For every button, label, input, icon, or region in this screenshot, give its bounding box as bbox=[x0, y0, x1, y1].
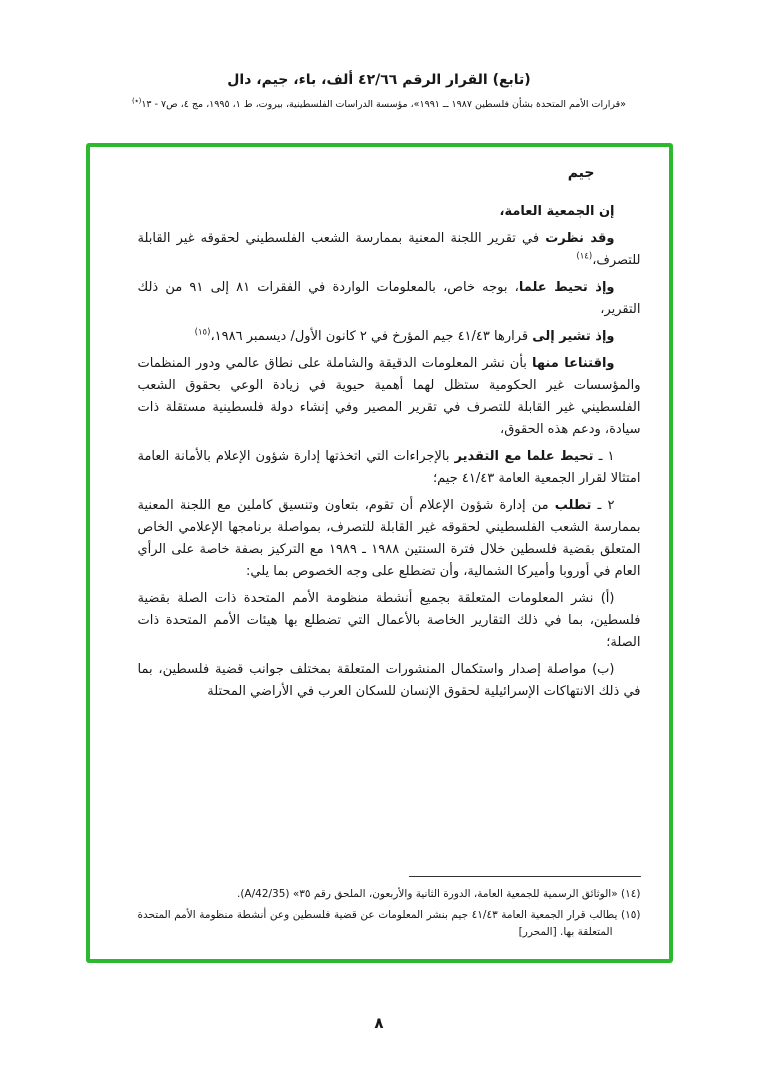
body-paragraph bbox=[138, 353, 641, 441]
paragraph-text: (أ) نشر المعلومات المتعلقة بجميع أنشطة منظومة الأمم المتحدة ذات الصلة بقضية فلسطين، بما في ذلك التقارير الخاصة بالأعمال التي تضطلع بها هيئات الأمم المتحدة ذات الصلة؛ bbox=[137, 591, 641, 651]
footnote-text: يطالب قرار الجمعية العامة ٤١/٤٣ جيم بنشر المعلومات عن قضية فلسطين وعن أنشطة منظومة الأمم المتحدة المتعلقة بها. [المحرر] bbox=[137, 909, 618, 939]
document-frame bbox=[86, 143, 673, 963]
section-heading: جيم bbox=[567, 165, 595, 182]
paragraph-text: في تقرير اللجنة المعنية بممارسة الشعب الفلسطيني لحقوقه غير القابلة للتصرف، bbox=[137, 231, 641, 269]
source-note-mark: (٭) bbox=[132, 97, 142, 105]
paragraph-text: (ب) مواصلة إصدار واستكمال المنشورات المتعلقة بمختلف جوانب قضية فلسطين، بما في ذلك الانتهاكات الإسرائيلية لحقوق الإنسان للسكان العرب في الأراضي المحتلة bbox=[137, 662, 641, 700]
footnote-divider bbox=[409, 876, 640, 877]
paragraph-lead: وإذ تشير إلى bbox=[532, 329, 615, 345]
body-paragraph bbox=[138, 326, 641, 348]
footnotes-section bbox=[138, 872, 641, 945]
footnote bbox=[138, 886, 641, 903]
body-paragraph bbox=[138, 201, 641, 223]
paragraph-text: قرارها ٤١/٤٣ جيم المؤرخ في ٢ كانون الأول/ ديسمبر ١٩٨٦، bbox=[210, 329, 533, 345]
paragraph-text: بأن نشر المعلومات الدقيقة والشاملة على نطاق عالمي ودور المنظمات والمؤسسات غير الحكومية ستظل لهما أهمية حيوية في زيادة الوعي بحقوق الشعب الفلسطيني غير القابلة للتصرف في تقرير المصير وفي إنشاء دولة فلسطينية مستقلة ذات سيادة، ودعم هذه الحقوق، bbox=[137, 356, 641, 438]
body-paragraph bbox=[138, 277, 641, 321]
body-paragraph bbox=[138, 495, 641, 583]
footnote-reference: (١٥) bbox=[194, 327, 211, 338]
source-citation-text: «قرارات الأمم المتحدة بشأن فلسطين ١٩٨٧ ــ ١٩٩١»، مؤسسة الدراسات الفلسطينية، بيروت، ط ١، ١٩٩٥، مج ٤، ص٧ - ١٣ bbox=[141, 99, 626, 111]
paragraph-number: ٢ ـ bbox=[591, 498, 615, 514]
paragraph-lead: إن الجمعية العامة، bbox=[499, 204, 615, 220]
footnote-number: (١٥) bbox=[621, 909, 641, 922]
paragraph-lead: وإذ تحيط علما bbox=[518, 280, 615, 296]
paragraph-lead: تحيط علما مع التقدير bbox=[454, 449, 594, 465]
paragraph-lead: وقد نظرت bbox=[545, 231, 615, 247]
resolution-title: (تابع) القرار الرقم ٤٢/٦٦ ألف، باء، جيم، دال bbox=[227, 72, 531, 88]
footnote-number: (١٤) bbox=[621, 888, 641, 901]
footnote bbox=[138, 907, 641, 941]
paragraph-text: ، بوجه خاص، بالمعلومات الواردة في الفقرات ٨١ إلى ٩١ من ذلك التقرير، bbox=[137, 280, 641, 318]
footnote-reference: (١٤) bbox=[576, 251, 593, 262]
body-paragraph bbox=[138, 446, 641, 490]
paragraph-lead: تطلب bbox=[554, 498, 592, 514]
paragraph-text: بالإجراءات التي اتخذتها إدارة شؤون الإعلام بالأمانة العامة امتثالا لقرار الجمعية العامة ٤١/٤٣ جيم؛ bbox=[137, 449, 641, 487]
paragraph-lead: واقتناعا منها bbox=[531, 356, 615, 372]
document-body bbox=[138, 159, 641, 872]
footnote-text: «الوثائق الرسمية للجمعية العامة، الدورة الثانية والأربعون، الملحق رقم ٣٥» (A/42/35). bbox=[236, 888, 618, 901]
body-paragraph bbox=[138, 588, 641, 654]
page-number: ٨ bbox=[374, 1014, 384, 1032]
paragraph-number: ١ ـ bbox=[593, 449, 615, 465]
page-header bbox=[0, 0, 758, 110]
source-citation bbox=[0, 97, 758, 110]
body-paragraph bbox=[138, 228, 641, 272]
body-paragraph bbox=[138, 659, 641, 703]
paragraph-text: من إدارة شؤون الإعلام أن تقوم، بتعاون وتنسيق كاملين مع اللجنة المعنية بممارسة الشعب الفلسطيني لحقوقه غير القابلة للتصرف، بمواصلة برنامجها الإعلامي الخاص المتعلق بقضية فلسطين خلال فترة السنتين ١٩٨٨ ـ ١٩٨٩ مع التركيز بصفة خاصة على الرأي العام في أوروبا وأميركا الشمالية، وأن تضطلع على وجه الخصوص بما يلي: bbox=[137, 498, 641, 580]
